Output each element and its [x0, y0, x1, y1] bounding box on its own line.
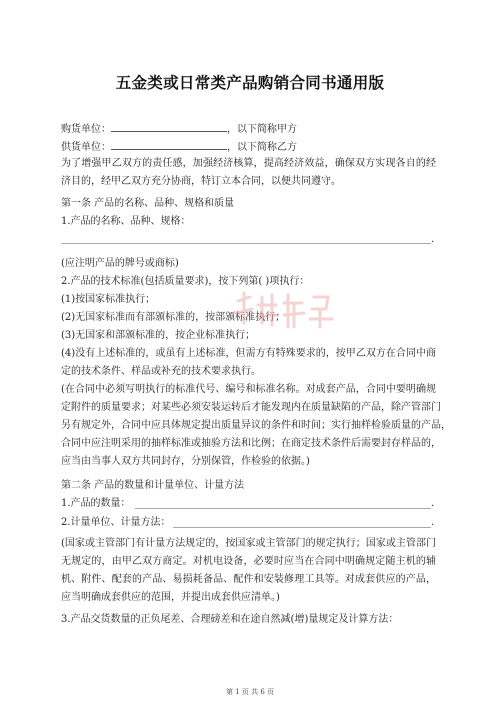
article2-item2-end: . [431, 517, 435, 528]
article1-item1-blank[interactable] [61, 243, 431, 244]
buyer-label: 购货单位： [61, 124, 111, 135]
supplier-suffix: ，以下简称乙方 [227, 142, 297, 153]
article2-item2-blank[interactable] [173, 527, 431, 528]
supplier-blank[interactable] [111, 139, 227, 150]
article1-note2-line-3: 另有规定外，合同中应具体规定提出质量异议的条件和时间；实行抽样检验质量的产品， [61, 420, 451, 431]
article1-heading: 第一条 产品的名称、品种、规格和质量 [61, 198, 235, 209]
option-1: (1)按国家标准执行； [61, 294, 156, 305]
intro-line-1: 为了增强甲乙双方的责任感，加强经济核算，提高经济效益，确保双方实现各自的经 [61, 158, 436, 169]
article1-note2-line-5: 应当由当事人双方共同封存，分别保管，作检验的依据。) [61, 456, 310, 467]
article1-item2: 2.产品的技术标准(包括质量要求)，按下列第( )项执行： [61, 276, 310, 287]
article2-note-line-1: (国家或主管部门有计量方法规定的，按国家或主管部门的规定执行；国家或主管部门 [61, 538, 436, 549]
article1-note2-line-2: 定附件的质量要求；对某些必须安装运转后才能发现内在质量缺陷的产品，除产管部门 [61, 402, 441, 413]
option-3: (3)无国家和部颁标准的，按企业标准执行； [61, 330, 256, 341]
article2-item3: 3.产品交货数量的正负尾差、合理磅差和在途自然减(增)量规定及计算方法： [61, 614, 399, 625]
article1-note1: (应注明产品的牌号或商标) [61, 258, 179, 269]
article1-item1: 1.产品的名称、品种、规格： [61, 216, 191, 227]
watermark-logo-icon [228, 283, 348, 343]
article1-note2-line-4: 合同中应注明采用的抽样标准或抽验方法和比例；在商定技术条件后需要封存样品的， [61, 438, 441, 449]
option-4-line-1: (4)没有上述标准的，或虽有上述标准，但需方有特殊要求的，按甲乙双方在合同中商 [61, 348, 436, 359]
article2-item1-end: . [431, 498, 435, 509]
article1-item1-end: . [431, 234, 435, 245]
buyer-line [61, 121, 436, 136]
buyer-suffix: ，以下简称甲方 [227, 124, 297, 135]
buyer-blank[interactable] [111, 121, 227, 132]
article2-item1-blank[interactable] [135, 508, 431, 509]
article2-heading: 第二条 产品的数量和计量单位、计量方法 [61, 480, 245, 491]
article2-note-line-4: 应当明确成套供应的范围，并提出成套供应清单。) [61, 592, 280, 603]
intro-line-2: 济目的，经甲乙双方充分协商，特订立本合同，以便共同遵守。 [61, 176, 341, 187]
article2-note-line-2: 无规定的，由甲乙双方商定。对机电设备，必要时应当在合同中明确规定随主机的辅 [61, 556, 436, 567]
document-title: 五金类或日常类产品购销合同书通用版 [115, 74, 385, 92]
supplier-label: 供货单位： [61, 142, 111, 153]
article2-item2-label: 2.计量单位、计量方法： [61, 517, 171, 528]
page-footer: 第 1 页 共 6 页 [225, 688, 275, 696]
article2-note-line-3: 机、附件、配套的产品、易损耗备品、配件和安装修理工具等。对成套供应的产品， [61, 574, 436, 585]
article2-item1-label: 1.产品的数量： [61, 498, 131, 509]
option-2: (2)无国家标准而有部颁标准的，按部颁标准执行； [61, 312, 286, 323]
supplier-line [61, 139, 436, 154]
article1-note2-line-1: (在合同中必须写明执行的标准代号、编号和标准名称。对成套产品，合同中要明确规 [61, 384, 436, 395]
option-4-line-2: 定的技术条件、样品或补充的技术要求执行。 [61, 366, 261, 377]
